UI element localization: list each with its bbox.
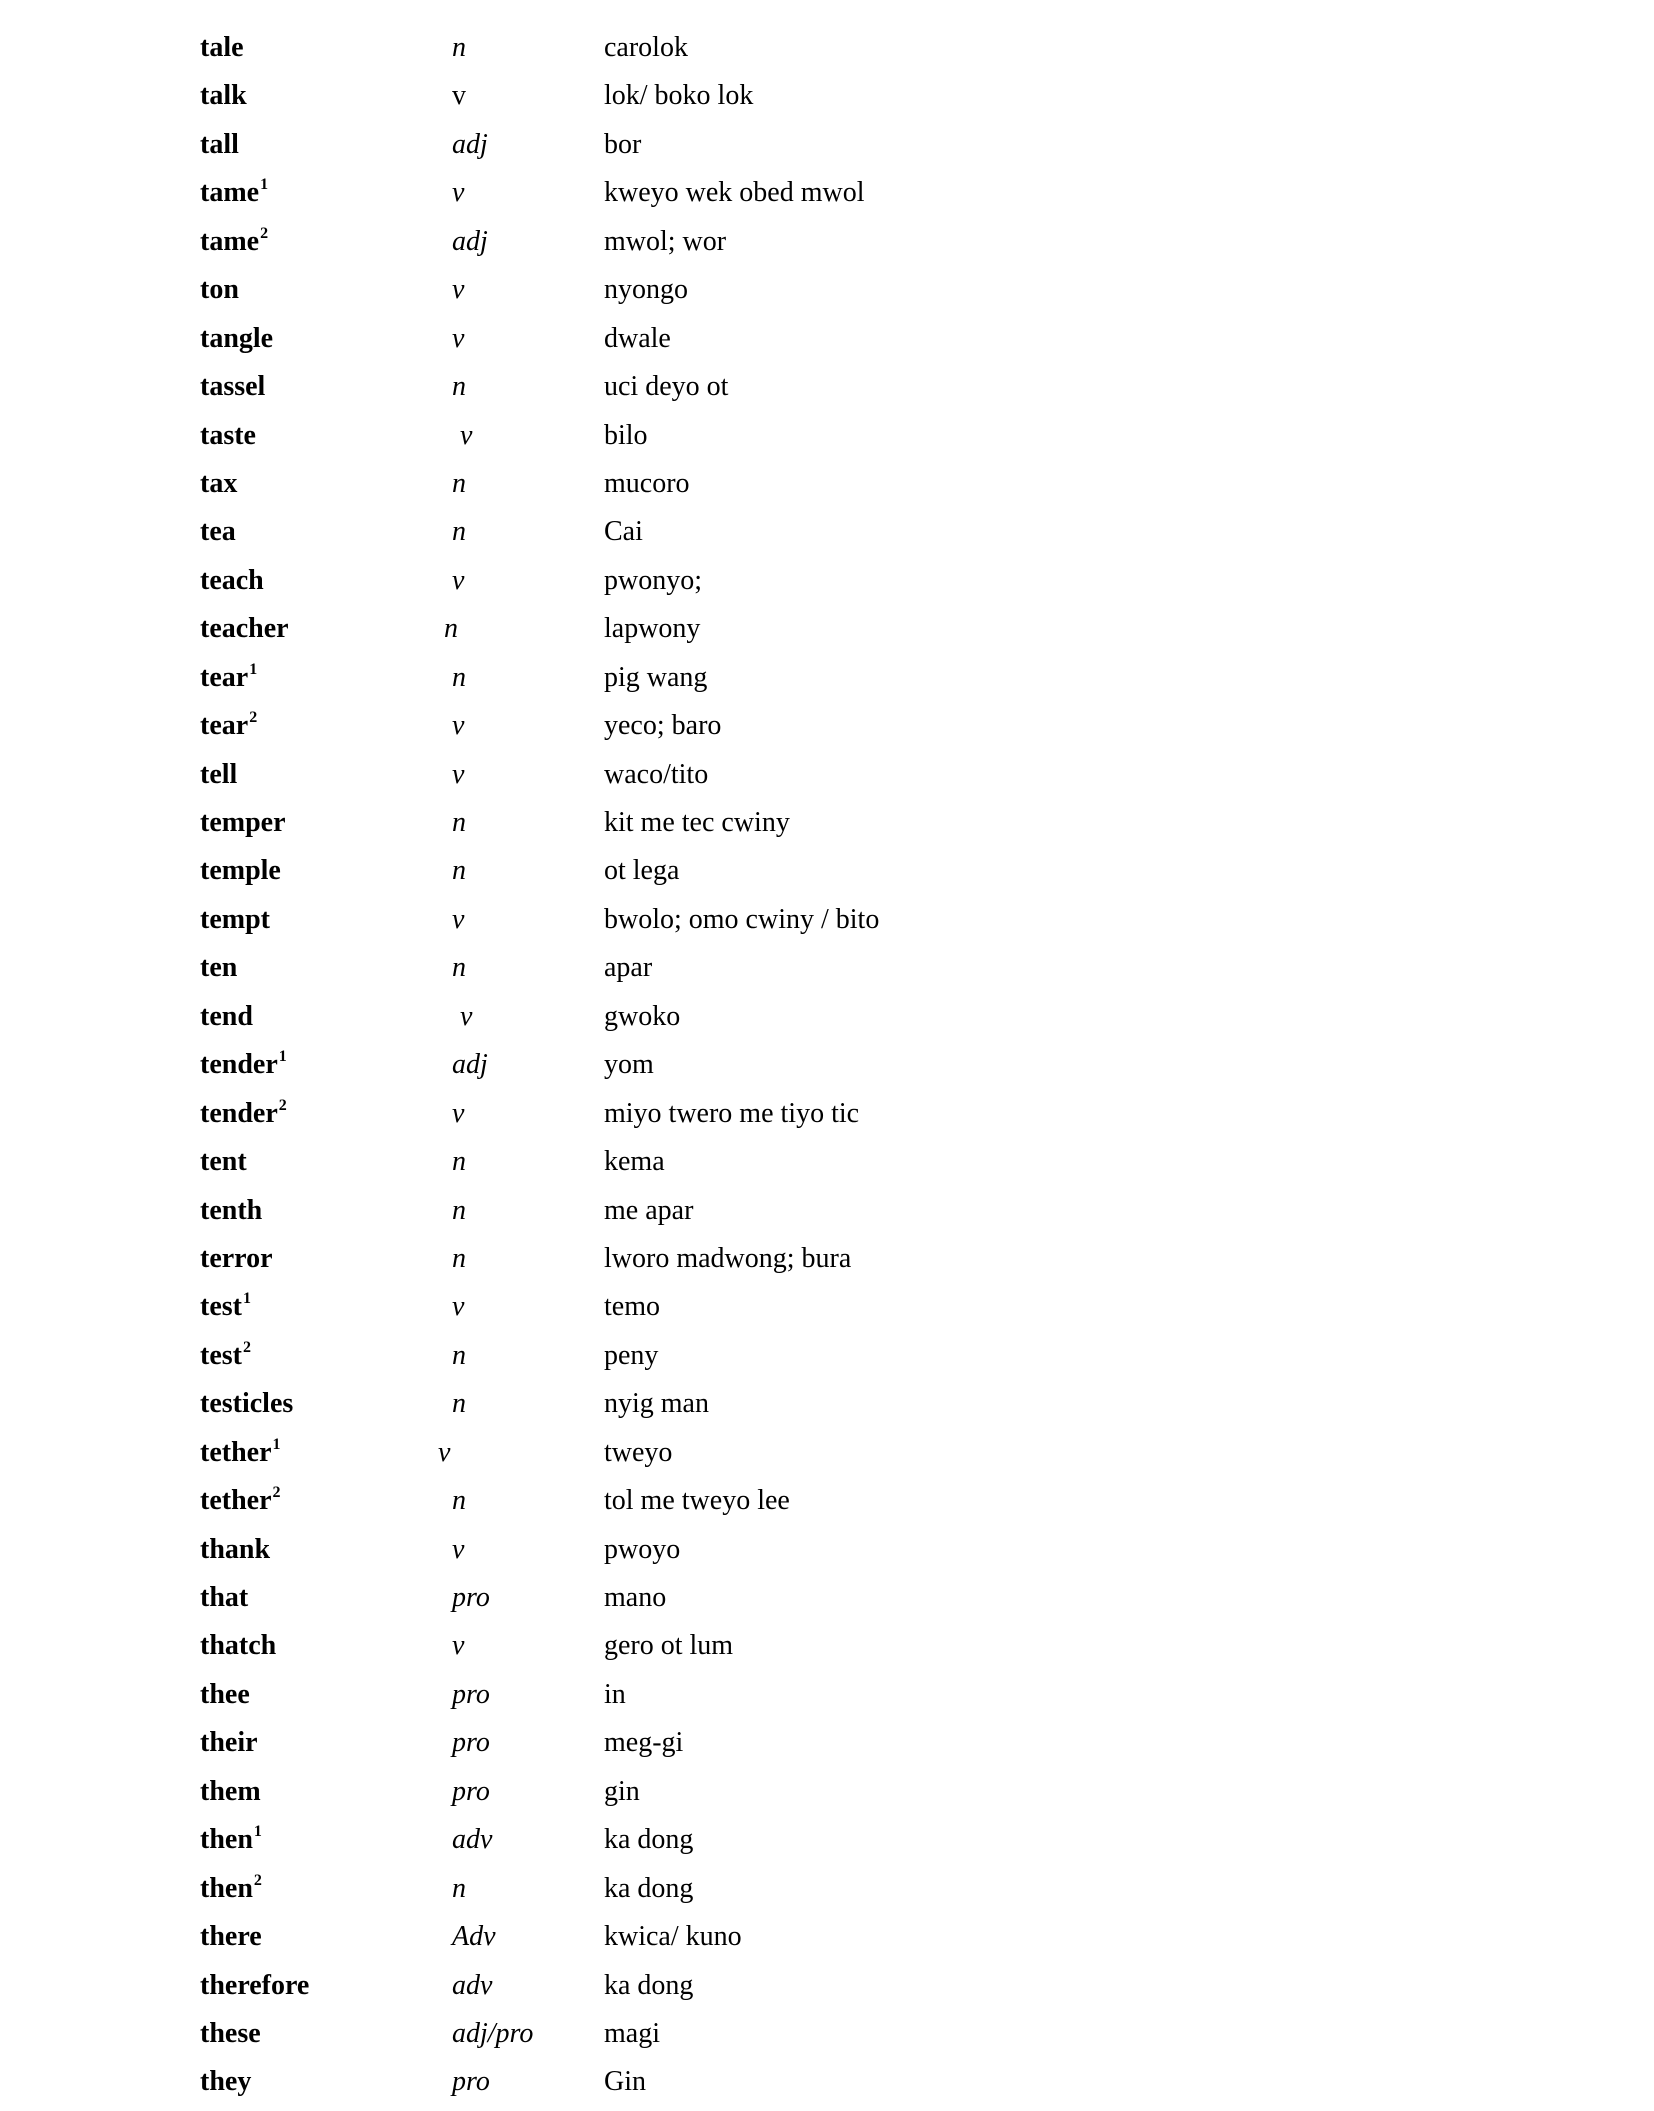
dictionary-entry [0, 1287, 1654, 1335]
headword [200, 997, 253, 1037]
part-of-speech: n [452, 855, 466, 887]
part-of-speech: pro [452, 2066, 490, 2098]
headword [200, 900, 270, 940]
part-of-speech: v [452, 1097, 465, 1129]
part-of-speech: v [452, 564, 465, 596]
headword-text: temper [200, 807, 286, 838]
part-of-speech: v [452, 274, 465, 306]
dictionary-entry [0, 512, 1654, 560]
translation: kweyo wek obed mwol [604, 177, 865, 209]
headword-text: tether [200, 1485, 272, 1517]
headword-text: tempt [200, 903, 270, 935]
headword-text: tell [200, 758, 238, 790]
part-of-speech: n [452, 807, 466, 838]
dictionary-entry [0, 173, 1654, 221]
translation: pwonyo; [604, 564, 702, 596]
dictionary-entry [0, 416, 1654, 464]
part-of-speech: pro [452, 1775, 490, 1807]
dictionary-entry [0, 900, 1654, 948]
headword [200, 1433, 281, 1473]
headword-text: tenth [200, 1194, 263, 1226]
part-of-speech: adj [452, 128, 488, 160]
headword [200, 1966, 309, 2006]
dictionary-entry [0, 803, 1654, 851]
sense-number: 2 [272, 1484, 281, 1502]
translation: gin [604, 1775, 640, 1807]
part-of-speech: n [444, 613, 458, 645]
translation: bilo [604, 419, 648, 451]
headword-text: tall [200, 128, 239, 160]
headword-text: test [200, 1339, 242, 1371]
headword [200, 1578, 248, 1618]
dictionary-entry [0, 76, 1654, 124]
dictionary-entry [0, 2014, 1654, 2062]
translation: dwale [604, 322, 671, 354]
part-of-speech: v [452, 758, 465, 790]
translation: temo [604, 1291, 660, 1323]
headword [200, 948, 237, 988]
headword [200, 1530, 270, 1570]
part-of-speech: v [452, 710, 465, 742]
dictionary-entry [0, 609, 1654, 657]
headword [200, 2062, 251, 2102]
headword [200, 851, 281, 891]
translation: nyongo [604, 274, 688, 306]
headword [200, 367, 265, 407]
headword-text: tax [200, 467, 238, 499]
headword-text: tassel [200, 371, 266, 403]
sense-number: 2 [249, 709, 258, 727]
dictionary-entry [0, 28, 1654, 76]
headword-text: they [200, 2066, 252, 2098]
headword [200, 416, 256, 456]
headword [200, 319, 273, 359]
headword-text: thank [200, 1533, 271, 1565]
part-of-speech: v [452, 1533, 465, 1565]
translation: lapwony [604, 613, 701, 645]
dictionary-entry [0, 1094, 1654, 1142]
dictionary-entry [0, 1966, 1654, 2014]
part-of-speech: Adv [452, 1921, 496, 1953]
headword-text: ton [200, 274, 239, 306]
dictionary-entry [0, 222, 1654, 270]
headword [200, 28, 244, 68]
headword [200, 1772, 261, 1812]
headword [200, 270, 239, 310]
headword-text: tear [200, 710, 249, 742]
headword [200, 755, 237, 795]
dictionary-entry [0, 851, 1654, 899]
headword [200, 706, 257, 746]
headword-text: tend [200, 1000, 253, 1032]
headword-text: ten [200, 952, 238, 984]
dictionary-entry [0, 997, 1654, 1045]
part-of-speech: adj [452, 1049, 488, 1081]
translation: ka dong [604, 1969, 694, 2001]
part-of-speech: adj/pro [452, 2017, 534, 2049]
headword [200, 1869, 262, 1909]
headword-text: tame [200, 177, 260, 209]
part-of-speech: v [452, 1630, 465, 1662]
part-of-speech: pro [452, 1582, 490, 1613]
dictionary-entry [0, 1820, 1654, 1868]
headword [200, 1626, 276, 1666]
headword [200, 1917, 262, 1957]
headword-text: tether [200, 1436, 272, 1468]
headword-text: testicles [200, 1388, 294, 1420]
translation: gero ot lum [604, 1630, 734, 1662]
headword [200, 2014, 261, 2054]
sense-number: 1 [278, 1048, 287, 1066]
headword [200, 1481, 281, 1521]
headword-text: then [200, 1872, 253, 1904]
dictionary-entries [0, 28, 1654, 2111]
sense-number: 2 [260, 224, 269, 242]
translation: tol me tweyo lee [604, 1485, 790, 1517]
translation: me apar [604, 1194, 694, 1226]
translation: meg-gi [604, 1727, 684, 1759]
headword-text: thee [200, 1678, 250, 1710]
headword-text: tangle [200, 322, 274, 354]
sense-number: 1 [242, 1290, 251, 1308]
dictionary-entry [0, 1384, 1654, 1432]
translation: Gin [604, 2066, 646, 2098]
headword [200, 125, 239, 165]
translation: mwol; wor [604, 225, 727, 257]
dictionary-entry [0, 2062, 1654, 2110]
headword-text: these [200, 2017, 261, 2049]
headword [200, 1820, 262, 1860]
dictionary-entry [0, 948, 1654, 996]
translation: yom [604, 1049, 654, 1081]
translation: miyo twero me tiyo tic [604, 1097, 860, 1129]
dictionary-entry [0, 1191, 1654, 1239]
dictionary-entry [0, 464, 1654, 512]
translation: lok/ boko lok [604, 80, 754, 112]
headword-text: talk [200, 80, 247, 112]
translation: bwolo; omo cwiny / bito [604, 903, 880, 935]
part-of-speech: n [452, 1194, 466, 1226]
translation: in [604, 1678, 626, 1710]
part-of-speech: v [460, 1000, 473, 1032]
headword-text: terror [200, 1242, 273, 1274]
part-of-speech: n [452, 1242, 466, 1274]
headword-text: tender [200, 1049, 278, 1081]
translation: carolok [604, 32, 688, 63]
part-of-speech: n [452, 371, 466, 403]
headword [200, 803, 286, 843]
dictionary-entry [0, 1142, 1654, 1190]
part-of-speech: n [452, 1388, 466, 1420]
dictionary-entry [0, 706, 1654, 754]
part-of-speech: v [452, 903, 465, 935]
part-of-speech: n [452, 516, 466, 548]
part-of-speech: n [452, 1339, 466, 1371]
headword [200, 1384, 293, 1424]
translation: lworo madwong; bura [604, 1242, 852, 1274]
headword-text: tear [200, 661, 249, 693]
headword [200, 464, 237, 504]
dictionary-entry [0, 1772, 1654, 1820]
headword-text: thatch [200, 1630, 277, 1662]
sense-number: 2 [242, 1338, 251, 1356]
sense-number: 1 [272, 1435, 281, 1453]
headword [200, 512, 236, 552]
translation: Cai [604, 516, 643, 548]
translation: mano [604, 1582, 667, 1613]
part-of-speech: n [452, 1872, 466, 1904]
part-of-speech: pro [452, 1727, 490, 1759]
headword-text: tale [200, 32, 244, 63]
part-of-speech: v [438, 1436, 451, 1468]
headword-text: that [200, 1582, 249, 1613]
dictionary-entry [0, 1917, 1654, 1965]
translation: magi [604, 2017, 660, 2049]
part-of-speech: n [452, 32, 466, 63]
headword-text: them [200, 1775, 261, 1807]
headword-text: teach [200, 564, 264, 596]
translation: apar [604, 952, 653, 984]
translation: pwoyo [604, 1533, 681, 1565]
translation: ka dong [604, 1824, 694, 1856]
headword [200, 658, 257, 698]
headword [200, 1287, 251, 1327]
dictionary-entry [0, 270, 1654, 318]
headword-text: there [200, 1921, 262, 1953]
dictionary-entry [0, 367, 1654, 415]
headword-text: tame [200, 225, 260, 257]
translation: gwoko [604, 1000, 681, 1032]
part-of-speech: v [452, 1291, 465, 1323]
part-of-speech: n [452, 1146, 466, 1178]
translation: ka dong [604, 1872, 694, 1904]
part-of-speech: adv [452, 1824, 493, 1856]
translation: kwica/ kuno [604, 1921, 742, 1953]
translation: ot lega [604, 855, 680, 887]
part-of-speech: v [452, 80, 466, 112]
headword [200, 1094, 287, 1134]
dictionary-entry [0, 561, 1654, 609]
part-of-speech: v [452, 322, 465, 354]
part-of-speech: n [452, 661, 466, 693]
dictionary-entry [0, 125, 1654, 173]
translation: bor [604, 128, 642, 160]
sense-number: 1 [260, 176, 269, 194]
sense-number: 1 [249, 660, 258, 678]
part-of-speech: adv [452, 1969, 493, 2001]
headword-text: teacher [200, 613, 289, 645]
translation: pig wang [604, 661, 708, 693]
translation: peny [604, 1339, 659, 1371]
headword-text: test [200, 1291, 242, 1323]
sense-number: 2 [278, 1096, 287, 1114]
part-of-speech: n [452, 952, 466, 984]
dictionary-entry [0, 1239, 1654, 1287]
headword [200, 76, 247, 116]
headword-text: therefore [200, 1969, 310, 2001]
dictionary-entry [0, 658, 1654, 706]
dictionary-entry [0, 1869, 1654, 1917]
headword [200, 173, 268, 213]
part-of-speech: n [452, 467, 466, 499]
dictionary-entry [0, 1626, 1654, 1674]
translation: mucoro [604, 467, 690, 499]
headword-text: tender [200, 1097, 278, 1129]
sense-number: 1 [253, 1823, 262, 1841]
headword [200, 1191, 262, 1231]
part-of-speech: adj [452, 225, 488, 257]
headword [200, 1045, 287, 1085]
dictionary-entry [0, 1723, 1654, 1771]
dictionary-entry [0, 755, 1654, 803]
headword-text: taste [200, 419, 256, 451]
translation: uci deyo ot [604, 371, 729, 403]
dictionary-entry [0, 319, 1654, 367]
headword [200, 609, 289, 649]
headword-text: tea [200, 516, 236, 548]
dictionary-entry [0, 1045, 1654, 1093]
translation: kema [604, 1146, 665, 1178]
headword [200, 1336, 251, 1376]
headword [200, 1675, 250, 1715]
sense-number: 2 [253, 1871, 262, 1889]
headword-text: their [200, 1727, 258, 1759]
dictionary-entry [0, 1530, 1654, 1578]
headword-text: then [200, 1824, 253, 1856]
translation: waco/tito [604, 758, 709, 790]
headword [200, 1142, 247, 1182]
part-of-speech: n [452, 1485, 466, 1517]
headword [200, 222, 268, 262]
part-of-speech: v [452, 177, 465, 209]
dictionary-entry [0, 1336, 1654, 1384]
headword-text: temple [200, 855, 281, 887]
dictionary-entry [0, 1433, 1654, 1481]
dictionary-entry [0, 1675, 1654, 1723]
headword [200, 561, 264, 601]
headword-text: tent [200, 1146, 247, 1178]
dictionary-entry [0, 1578, 1654, 1626]
translation: kit me tec cwiny [604, 807, 790, 838]
part-of-speech: pro [452, 1678, 490, 1710]
headword [200, 1239, 273, 1279]
dictionary-entry [0, 1481, 1654, 1529]
translation: yeco; baro [604, 710, 722, 742]
translation: tweyo [604, 1436, 673, 1468]
headword [200, 1723, 258, 1763]
part-of-speech: v [460, 419, 473, 451]
translation: nyig man [604, 1388, 709, 1420]
